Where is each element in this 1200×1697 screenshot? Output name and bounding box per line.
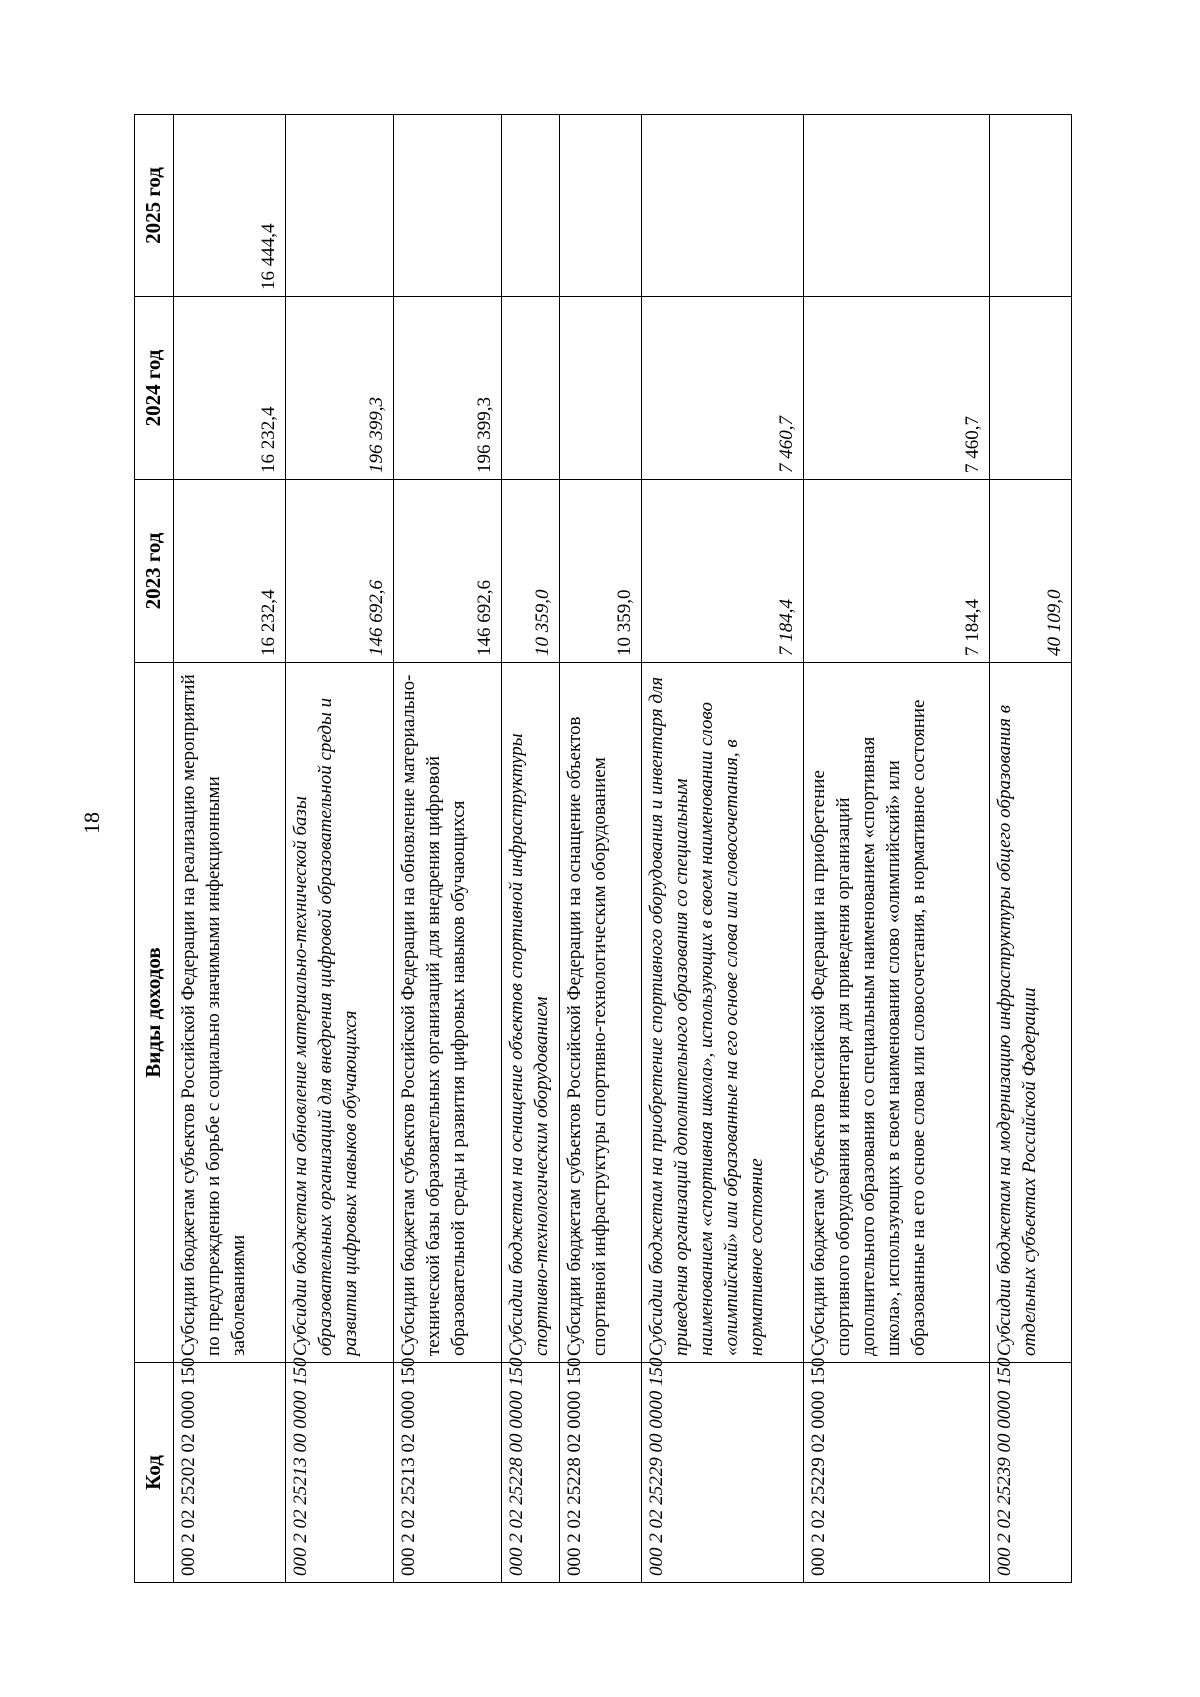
- header-2023: 2023 год: [135, 480, 174, 663]
- value-2024: [560, 297, 642, 480]
- page-number: 18: [79, 812, 104, 834]
- value-2023: 146 692,6: [394, 480, 502, 663]
- name-cell: Субсидии бюджетам субъектов Российской Федерации на оснащение объектов спортивной инфраструктуры спортивно-технологическим оборудованием: [560, 663, 642, 1363]
- value-2023: 146 692,6: [286, 480, 394, 663]
- header-2024: 2024 год: [135, 297, 174, 480]
- value-2024: 196 399,3: [286, 297, 394, 480]
- header-code: Код: [135, 1363, 174, 1583]
- header-name: Виды доходов: [135, 663, 174, 1363]
- value-2025: [286, 115, 394, 297]
- code-cell: 000 2 02 25228 00 0000 150: [502, 1363, 560, 1583]
- name-cell: Субсидии бюджетам субъектов Российской Федерации на реализацию мероприятий по предупреждению и борьбе с социально значимыми инфекционными заболеваниями: [174, 663, 286, 1363]
- rotated-table-wrapper: [134, 115, 1066, 1583]
- name-cell: Субсидии бюджетам субъектов Российской Федерации на приобретение спортивного оборудования и инвентаря для приведения организаций дополнительного образования со специальным наименованием «спортивная школа», использующих в своем наименовании слово «олимпийский» или образованные на его основе слова или словосочетания, в нормативное состояние: [804, 663, 990, 1363]
- code-cell: 000 2 02 25228 02 0000 150: [560, 1363, 642, 1583]
- table-row: [560, 115, 642, 1583]
- name-cell: Субсидии бюджетам субъектов Российской Федерации на обновление материально-технической базы образовательных организаций для внедрения цифровой образовательной среды и развития цифровых навыков обучающихся: [394, 663, 502, 1363]
- value-2024: 7 460,7: [642, 297, 804, 480]
- value-2023: 10 359,0: [502, 480, 560, 663]
- table-header-row: [135, 115, 174, 1583]
- code-cell: 000 2 02 25213 02 0000 150: [394, 1363, 502, 1583]
- value-2024: [502, 297, 560, 480]
- value-2023: 16 232,4: [174, 480, 286, 663]
- value-2025: 16 444,4: [174, 115, 286, 297]
- value-2025: [560, 115, 642, 297]
- table-row: [502, 115, 560, 1583]
- value-2025: [642, 115, 804, 297]
- value-2023: 10 359,0: [560, 480, 642, 663]
- code-cell: 000 2 02 25239 00 0000 150: [990, 1363, 1072, 1583]
- value-2025: [990, 115, 1072, 297]
- value-2024: 196 399,3: [394, 297, 502, 480]
- value-2024: 7 460,7: [804, 297, 990, 480]
- table-row: [286, 115, 394, 1583]
- value-2025: [804, 115, 990, 297]
- value-2024: [990, 297, 1072, 480]
- name-cell: Субсидии бюджетам на обновление материально-технической базы образовательных организаций для внедрения цифровой образовательной среды и развития цифровых навыков обучающихся: [286, 663, 394, 1363]
- header-2025: 2025 год: [135, 115, 174, 297]
- code-cell: 000 2 02 25213 00 0000 150: [286, 1363, 394, 1583]
- name-cell: Субсидии бюджетам на модернизацию инфраструктуры общего образования в отдельных субъектах Российской Федерации: [990, 663, 1072, 1363]
- table-row: [804, 115, 990, 1583]
- value-2024: 16 232,4: [174, 297, 286, 480]
- name-cell: Субсидии бюджетам на оснащение объектов спортивной инфраструктуры спортивно-технологическим оборудованием: [502, 663, 560, 1363]
- code-cell: 000 2 02 25229 02 0000 150: [804, 1363, 990, 1583]
- value-2025: [502, 115, 560, 297]
- table-row: [174, 115, 286, 1583]
- table-row: [394, 115, 502, 1583]
- code-cell: 000 2 02 25229 00 0000 150: [642, 1363, 804, 1583]
- name-cell: Субсидии бюджетам на приобретение спортивного оборудования и инвентаря для приведения организаций дополнительного образования со специальным наименованием «спортивная школа», использующих в своем наименовании слово «олимпийский» или образованные на его основе слова или словосочетания, в нормативное состояние: [642, 663, 804, 1363]
- table-row: [642, 115, 804, 1583]
- revenue-table: [134, 114, 1072, 1583]
- value-2023: 7 184,4: [804, 480, 990, 663]
- value-2023: 7 184,4: [642, 480, 804, 663]
- value-2023: 40 109,0: [990, 480, 1072, 663]
- value-2025: [394, 115, 502, 297]
- table-row: [990, 115, 1072, 1583]
- code-cell: 000 2 02 25202 02 0000 150: [174, 1363, 286, 1583]
